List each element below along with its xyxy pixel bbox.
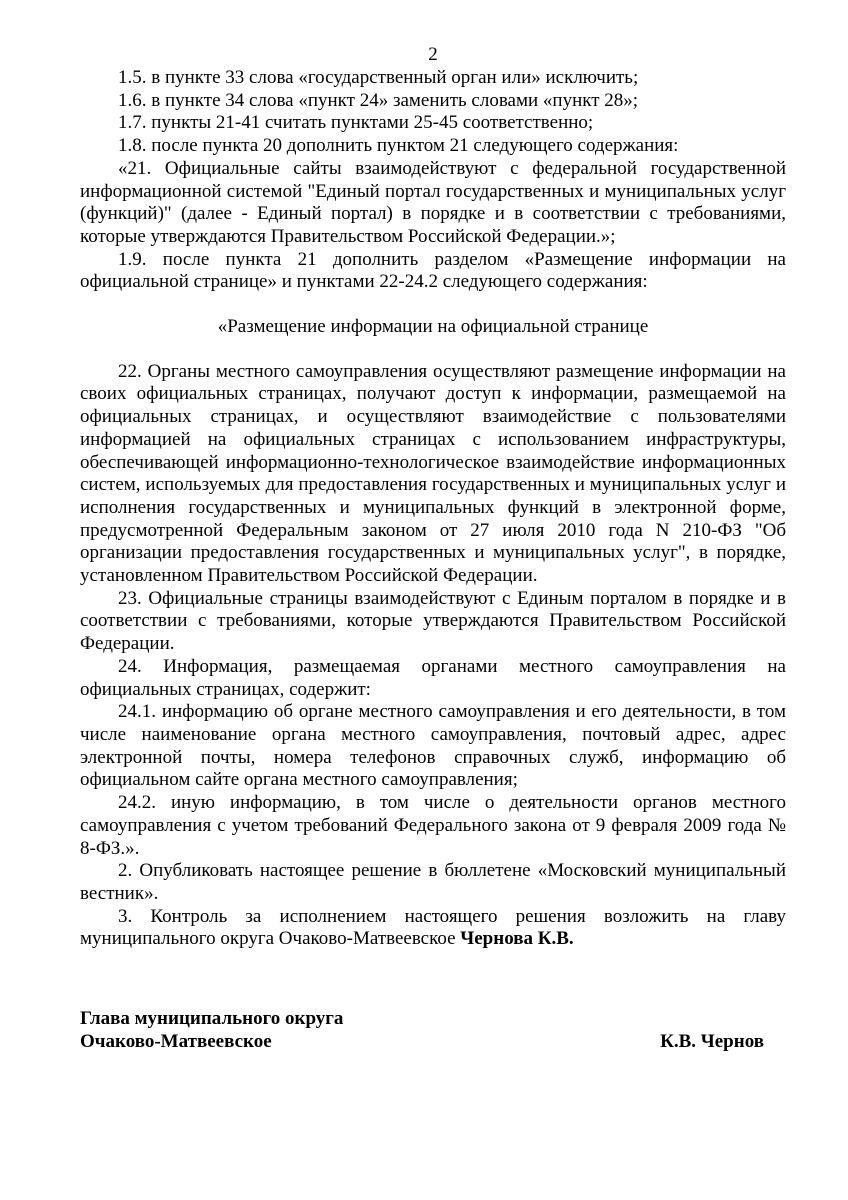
item-1-8: 1.8. после пункта 20 дополнить пунктом 21 следующего содержания: <box>118 135 679 157</box>
signature-title-line1: Глава муниципального округа <box>80 1008 344 1030</box>
item-21-quote: «21. Официальные сайты взаимодействуют с федеральной государственной информационной системой "Единый портал государственных и муниципальных услуг (функций)" (далее - Единый портал) в порядке и в соответствии с требованиями, которые утверждаются Правительством Российской Федерации.»; <box>80 157 786 247</box>
item-1-6: 1.6. в пункте 34 слова «пункт 24» заменить словами «пункт 28»; <box>118 89 639 111</box>
item-1-5: 1.5. в пункте 33 слова «государственный орган или» исключить; <box>118 67 639 88</box>
item-3-text: 3. Контроль за исполнением настоящего решения возложить на главу муниципального округа Очаково-Матвеевское <box>80 905 786 950</box>
page-number: 2 <box>428 44 438 65</box>
item-23: 23. Официальные страницы взаимодействуют с Единым порталом в порядке и в соответствии с требованиями, которые утверждаются Правительством Российской Федерации. <box>80 587 786 655</box>
item-2-publish: 2. Опубликовать настоящее решение в бюллетене «Московский муниципальный вестник». <box>80 860 786 904</box>
document-page <box>80 44 786 1053</box>
item-3-control <box>80 906 786 951</box>
item-3-name: Чернова К.В. <box>460 928 574 950</box>
signature-block <box>80 1007 786 1053</box>
item-1-7: 1.7. пункты 21-41 считать пунктами 25-45 соответственно; <box>118 112 594 134</box>
item-24-1: 24.1. информацию об органе местного самоуправления и его деятельности, в том числе наименование органа местного самоуправления, почтовый адрес, адрес электронной почты, номера телефонов справочных служб, информацию об официальном сайте органа местного самоуправления; <box>80 701 786 791</box>
signature-title-line2: Очаково-Матвеевское <box>80 1031 272 1053</box>
signature-name: К.В. Чернов <box>660 1031 764 1053</box>
item-22: 22. Органы местного самоуправления осуществляют размещение информации на своих официальных страницах, получают доступ к информации, размещаемой на официальных страницах, и осуществляют взаимодействие с пользователями информацией на официальных страницах с использованием инфраструктуры, обеспечивающей информационно-технологическое взаимодействие информационных систем, используемых для предоставления государственных и муниципальных услуг и исполнения государственных и муниципальных функций в электронной форме, предусмотренной Федеральным законом от 27 июля 2010 года N 210-ФЗ "Об организации предоставления государственных и муниципальных услуг", в порядке, установленном Правительством Российской Федерации. <box>80 360 786 587</box>
item-24: 24. Информация, размещаемая органами местного самоуправления на официальных страницах, содержит: <box>80 655 786 700</box>
section-title: «Размещение информации на официальной странице <box>217 316 649 338</box>
signature-row <box>80 1030 786 1053</box>
item-1-9: 1.9. после пункта 21 дополнить разделом «Размещение информации на официальной странице» и пунктами 22-24.2 следующего содержания: <box>80 248 786 293</box>
item-24-2: 24.2. иную информацию, в том числе о деятельности органов местного самоуправления с учетом требований Федерального закона от 9 февраля 2009 года № 8-ФЗ.». <box>80 792 786 859</box>
